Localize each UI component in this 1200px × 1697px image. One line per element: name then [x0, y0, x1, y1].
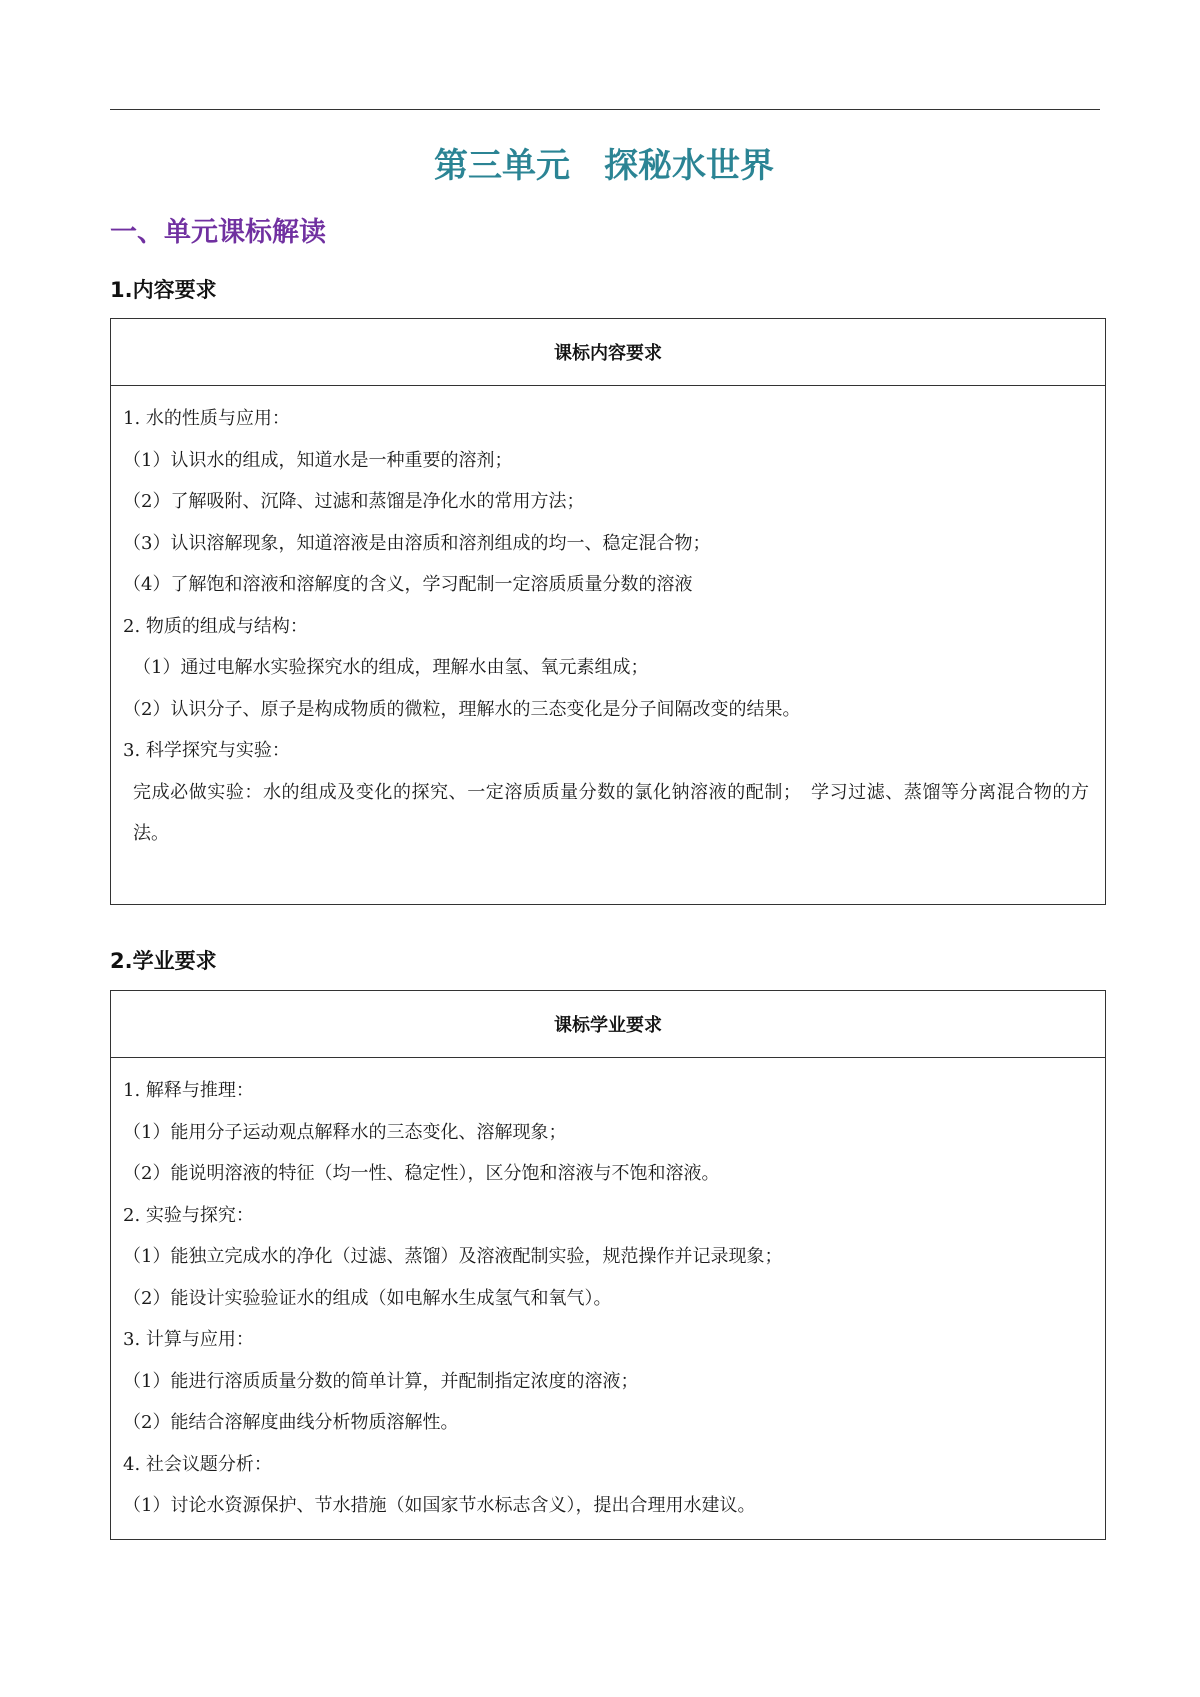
requirement-line: （2）能设计实验验证水的组成（如电解水生成氢气和氧气）。 — [123, 1287, 612, 1309]
page-title: 第三单元 探秘水世界 — [434, 146, 774, 186]
requirement-line: （2）了解吸附、沉降、过滤和蒸馏是净化水的常用方法； — [123, 491, 585, 512]
requirement-line: （2）能结合溶解度曲线分析物质溶解性。 — [123, 1412, 459, 1433]
academic-requirements-heading: 2.学业要求 — [110, 949, 217, 973]
academic-requirements-table-body — [111, 1058, 1105, 1527]
requirement-line: 3. 计算与应用： — [123, 1329, 254, 1350]
section-heading: 一、单元课标解读 — [110, 217, 326, 248]
requirement-line: （1）认识水的组成，知道水是一种重要的溶剂； — [123, 449, 513, 471]
requirement-line: （1）能进行溶质质量分数的简单计算，并配制指定浓度的溶液； — [123, 1370, 639, 1392]
requirement-line: 1. 水的性质与应用： — [123, 408, 290, 429]
requirement-line: 3. 科学探究与实验： — [123, 740, 290, 761]
requirement-line: （4）了解饱和溶液和溶解度的含义，学习配制一定溶质质量分数的溶液 — [123, 574, 693, 595]
content-requirements-table — [110, 318, 1106, 905]
content-requirements-heading: 1.内容要求 — [110, 278, 217, 302]
requirement-line: 2. 实验与探究： — [123, 1204, 254, 1226]
header-rule — [110, 109, 1100, 110]
requirement-line: 完成必做实验：水的组成及变化的探究、一定溶质质量分数的氯化钠溶液的配制； 学习过滤、蒸馏等分离混合物的方法。 — [133, 781, 1089, 844]
requirement-line: 1. 解释与推理： — [123, 1080, 254, 1101]
requirement-line: （1）通过电解水实验探究水的组成，理解水由氢、氧元素组成； — [133, 657, 649, 678]
academic-requirements-table — [110, 990, 1106, 1540]
requirement-line: 2. 物质的组成与结构： — [123, 615, 308, 637]
requirement-line: （1）能独立完成水的净化（过滤、蒸馏）及溶液配制实验，规范操作并记录现象； — [123, 1246, 783, 1267]
requirement-line: 4. 社会议题分析： — [123, 1453, 272, 1475]
requirement-line: （2）能说明溶液的特征（均一性、稳定性），区分饱和溶液与不饱和溶液。 — [123, 1163, 720, 1184]
requirement-line: （3）认识溶解现象，知道溶液是由溶质和溶剂组成的均一、稳定混合物； — [123, 532, 711, 554]
academic-requirements-table-header: 课标学业要求 — [111, 991, 1105, 1058]
requirement-line: （2）认识分子、原子是构成物质的微粒，理解水的三态变化是分子间隔改变的结果。 — [123, 698, 801, 720]
requirement-line: （1）能用分子运动观点解释水的三态变化、溶解现象； — [123, 1121, 567, 1143]
requirement-line: （1）讨论水资源保护、节水措施（如国家节水标志含义），提出合理用水建议。 — [123, 1495, 756, 1516]
content-requirements-table-body — [111, 386, 1105, 855]
content-requirements-table-header: 课标内容要求 — [111, 319, 1105, 386]
